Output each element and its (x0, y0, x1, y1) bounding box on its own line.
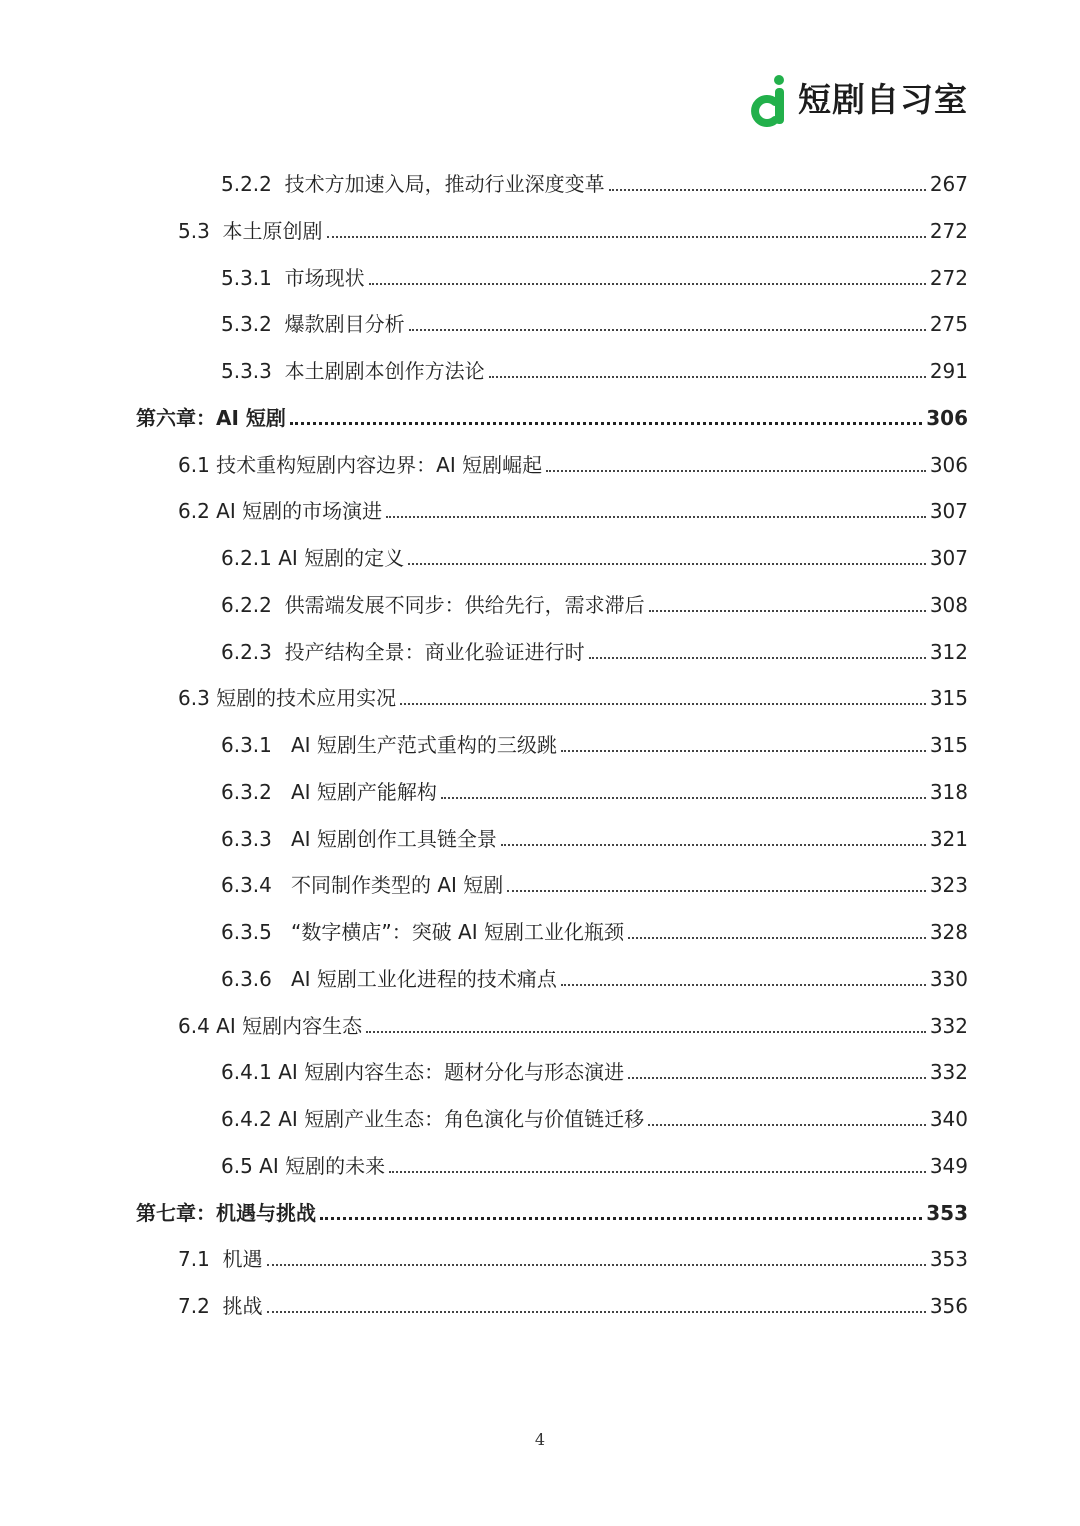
toc-entry-title: 短剧的技术应用实况 (216, 686, 397, 711)
toc-entry-title: 技术重构短剧内容边界：AI 短剧崛起 (216, 452, 543, 477)
toc-entry-title: 技术方加速入局，推动行业深度变革 (284, 172, 605, 196)
toc-entry-page: 330 (929, 966, 968, 991)
toc-entry[interactable] (178, 1011, 968, 1041)
toc-dot-leader (290, 422, 922, 425)
page-number: 4 (534, 1430, 546, 1449)
toc-entry-page: 312 (929, 639, 968, 664)
toc-dot-leader (648, 1124, 926, 1126)
toc-entry-number: 5.3.3 (221, 359, 285, 383)
toc-entry-title: 挑战 (222, 1294, 263, 1318)
toc-entry[interactable] (136, 403, 968, 433)
toc-entry-title: AI 短剧的未来 (259, 1153, 386, 1178)
toc-entry-number: 5.3.1 (221, 265, 285, 290)
toc-entry[interactable] (178, 216, 968, 246)
toc-entry[interactable] (221, 356, 968, 386)
toc-entry-number: 6.3.3 (221, 826, 291, 851)
toc-dot-leader (489, 376, 926, 378)
toc-dot-leader (561, 984, 926, 986)
toc-entry-page: 307 (929, 546, 968, 570)
d-logo-icon (748, 72, 792, 128)
toc-entry[interactable] (221, 824, 968, 854)
toc-entry-number: 6.3.5 (221, 920, 291, 944)
toc-entry-page: 356 (929, 1294, 968, 1318)
toc-entry[interactable] (178, 1244, 968, 1274)
toc-entry-page: 306 (929, 452, 968, 477)
toc-entry-title: 投产结构全景：商业化验证进行时 (284, 639, 585, 664)
toc-entry-number: 6.4 (178, 1013, 217, 1038)
toc-dot-leader (561, 750, 926, 752)
toc-entry-page: 307 (929, 499, 968, 524)
toc-entry-title: 第七章：机遇与挑战 (136, 1200, 316, 1225)
toc-entry-number: 5.3.2 (221, 312, 285, 337)
toc-dot-leader (501, 844, 926, 846)
toc-entry[interactable] (178, 1291, 968, 1321)
toc-entry-title: “数字横店”：突破 AI 短剧工业化瓶颈 (290, 920, 624, 944)
toc-entry-page: 315 (929, 686, 968, 711)
toc-entry-title: AI 短剧产业生态：角色演化与价值链迁移 (278, 1107, 645, 1131)
toc-dot-leader (327, 236, 926, 238)
toc-dot-leader (546, 470, 926, 472)
toc-entry-number: 6.4.1 (221, 1060, 279, 1085)
toc-entry-number: 6.2.3 (221, 639, 285, 664)
toc-dot-leader (628, 1077, 926, 1079)
toc-dot-leader (628, 937, 926, 939)
toc-entry-number: 6.2.2 (221, 592, 285, 617)
toc-entry[interactable] (178, 683, 968, 713)
toc-dot-leader (267, 1264, 926, 1266)
toc-entry-page: 349 (929, 1153, 968, 1178)
toc-entry-number: 5.3 (178, 218, 223, 243)
toc-entry-title: AI 短剧生产范式重构的三级跳 (290, 733, 557, 757)
toc-entry-page: 272 (929, 265, 968, 290)
toc-entry[interactable] (178, 450, 968, 480)
toc-dot-leader (267, 1311, 926, 1313)
toc-entry-title: 供需端发展不同步：供给先行，需求滞后 (284, 592, 645, 617)
toc-entry-title: 不同制作类型的 AI 短剧 (290, 873, 504, 898)
toc-dot-leader (441, 797, 926, 799)
toc-dot-leader (389, 1171, 926, 1173)
toc-entry-number: 7.1 (178, 1247, 223, 1272)
toc-dot-leader (609, 189, 926, 191)
toc-entry[interactable] (221, 309, 968, 339)
header-logo (748, 72, 968, 128)
toc-entry-number: 6.1 (178, 452, 217, 477)
toc-entry-title: 本土原创剧 (222, 218, 323, 243)
toc-entry-title: 市场现状 (284, 265, 365, 290)
toc-dot-leader (400, 703, 926, 705)
toc-entry-page: 353 (929, 1247, 968, 1272)
toc-dot-leader (649, 610, 926, 612)
toc-entry[interactable] (221, 1057, 968, 1087)
toc-dot-leader (589, 657, 926, 659)
toc-entry-title: 爆款剧目分析 (284, 312, 405, 337)
toc-entry[interactable] (221, 1151, 968, 1181)
toc-dot-leader (507, 890, 926, 892)
toc-dot-leader (369, 283, 926, 285)
toc-entry-number: 6.2 (178, 499, 217, 524)
toc-entry[interactable] (221, 263, 968, 293)
toc-entry[interactable] (221, 637, 968, 667)
toc-entry-number: 6.3.1 (221, 733, 291, 757)
toc-entry[interactable] (221, 590, 968, 620)
toc-entry-page: 272 (929, 218, 968, 243)
toc-dot-leader (408, 563, 926, 565)
toc-entry-number: 6.3 (178, 686, 217, 711)
toc-entry-title: 第六章：AI 短剧 (136, 405, 286, 430)
toc-entry-title: AI 短剧内容生态 (216, 1013, 363, 1038)
toc-entry-title: AI 短剧创作工具链全景 (290, 826, 497, 851)
toc-entry[interactable] (221, 964, 968, 994)
toc-entry-title: 本土剧剧本创作方法论 (284, 359, 485, 383)
toc-entry[interactable] (221, 1104, 968, 1134)
toc-entry-number: 6.3.2 (221, 779, 291, 804)
toc-entry-number: 5.2.2 (221, 172, 285, 196)
toc-entry-page: 308 (929, 592, 968, 617)
toc-entry-page: 332 (929, 1060, 968, 1085)
toc-entry[interactable] (221, 543, 968, 573)
toc-entry[interactable] (221, 777, 968, 807)
toc-dot-leader (320, 1217, 922, 1220)
toc-entry-page: 323 (929, 873, 968, 898)
toc-dot-leader (409, 329, 926, 331)
toc-entry[interactable] (221, 870, 968, 900)
toc-entry-number: 6.3.4 (221, 873, 291, 898)
toc-dot-leader (386, 516, 926, 518)
toc-entry-page: 332 (929, 1013, 968, 1038)
toc-entry[interactable] (221, 917, 968, 947)
toc-entry[interactable] (136, 1198, 968, 1228)
toc-entry-page: 267 (929, 172, 968, 196)
toc-entry-page: 340 (929, 1107, 968, 1131)
toc-entry-number: 6.4.2 (221, 1107, 279, 1131)
toc-dot-leader (366, 1031, 926, 1033)
toc-entry-number: 7.2 (178, 1294, 223, 1318)
toc-entry-page: 291 (929, 359, 968, 383)
toc-entry-title: AI 短剧的定义 (278, 546, 405, 570)
toc-entry[interactable] (221, 169, 968, 199)
toc-entry-page: 353 (926, 1200, 968, 1225)
toc-entry[interactable] (221, 730, 968, 760)
toc-entry-number: 6.3.6 (221, 966, 291, 991)
toc-entry-title: 机遇 (222, 1247, 263, 1272)
brand-name: 短剧自习室 (798, 80, 968, 119)
toc-entry-title: AI 短剧内容生态：题材分化与形态演进 (278, 1060, 625, 1085)
toc-entry-number: 6.5 (221, 1153, 260, 1178)
toc-entry-page: 328 (929, 920, 968, 944)
toc-entry-page: 306 (926, 405, 968, 430)
toc-entry-title: AI 短剧的市场演进 (216, 499, 383, 524)
toc-entry-title: AI 短剧工业化进程的技术痛点 (290, 966, 557, 991)
toc-entry[interactable] (178, 496, 968, 526)
toc-entry-page: 321 (929, 826, 968, 851)
toc-entry-page: 318 (929, 779, 968, 804)
toc-entry-title: AI 短剧产能解构 (290, 779, 437, 804)
toc-entry-page: 315 (929, 733, 968, 757)
toc-entry-page: 275 (929, 312, 968, 337)
toc-entry-number: 6.2.1 (221, 546, 279, 570)
